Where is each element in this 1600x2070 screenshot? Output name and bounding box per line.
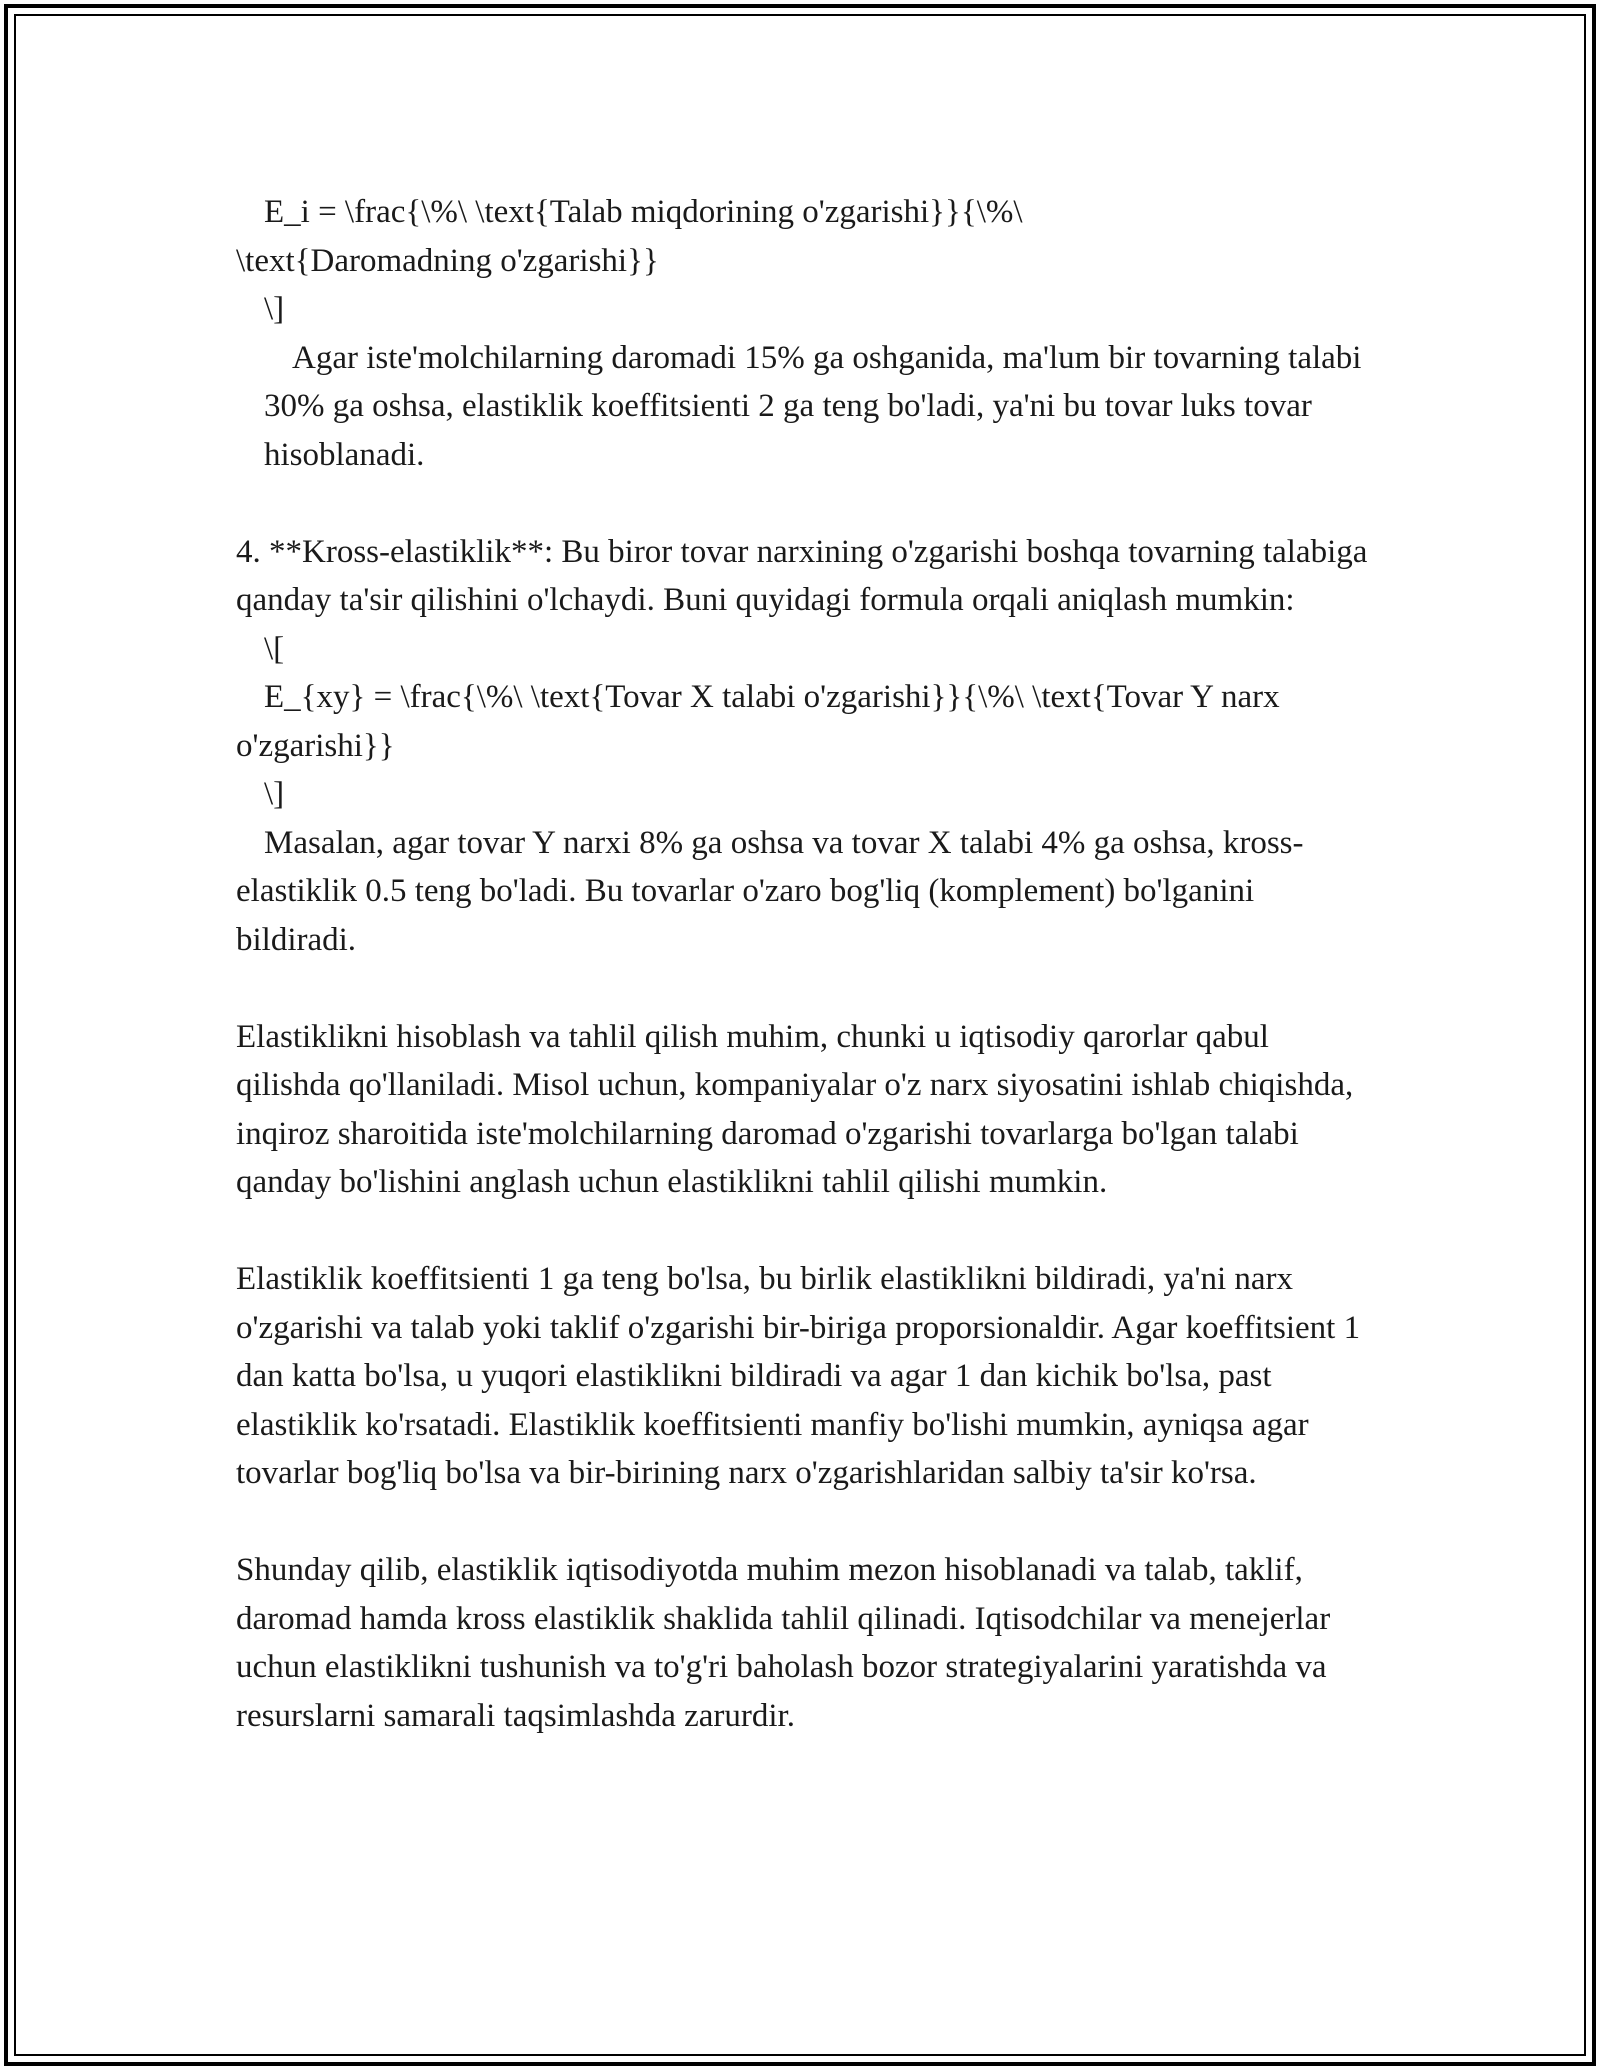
formula-cross-open: \[ bbox=[264, 630, 285, 667]
cross-elasticity-example: Masalan, agar tovar Y narxi 8% ga oshsa va tovar X talabi 4% ga oshsa, kross-elastiklik 0.5 teng bo'ladi. Bu tovarlar o'zaro bog'liq (komplement) bo'lganini bildiradi. bbox=[236, 824, 1304, 958]
formula-income-line-2: \text{Daromadning o'zgarishi}} bbox=[236, 242, 659, 279]
paragraph-gap bbox=[236, 479, 1376, 528]
paragraph-gap bbox=[236, 1207, 1376, 1256]
formula-cross-close: \] bbox=[264, 776, 285, 812]
paragraph-coefficient: Elastiklik koeffitsienti 1 ga teng bo'lsa, bu birlik elastiklikni bildiradi, ya'ni narx o'zgarishi va talab yoki taklif o'zgarishi bir-biriga proporsionaldir. Agar koeffitsient 1 dan katta bo'lsa, u yuqori elastiklikni bildiradi va agar 1 dan kichik bo'lsa, past elastiklik ko'rsatadi. Elastiklik koeffitsienti manfiy bo'lishi mumkin, ayniqsa agar tovarlar bog'liq bo'lsa va bir-birining narx o'zgarishlaridan salbiy ta'sir ko'rsa. bbox=[236, 1261, 1369, 1491]
paragraph-gap bbox=[236, 1498, 1376, 1547]
cross-elasticity-intro: 4. **Kross-elastiklik**: Bu biror tovar narxining o'zgarishi boshqa tovarning talabiga qanday ta'sir qilishini o'lchaydi. Buni quyidagi formula orqali aniqlash mumkin: bbox=[236, 533, 1376, 618]
paragraph-importance: Elastiklikni hisoblash va tahlil qilish muhim, chunki u iqtisodiy qarorlar qabul qilishda qo'llaniladi. Misol uchun, kompaniyalar o'z narx siyosatini ishlab chiqishda, inqiroz sharoitida iste'molchilarning daromad o'zgarishi tovarlarga bo'lgan talabi qanday bo'lishini anglash uchun elastiklikni tahlil qilishi mumkin. bbox=[236, 1018, 1362, 1200]
income-elasticity-example: Agar iste'molchilarning daromadi 15% ga oshganida, ma'lum bir tovarning talabi 30% ga oshsa, elastiklik koeffitsienti 2 ga teng bo'ladi, ya'ni bu tovar luks tovar hisoblanadi. bbox=[264, 339, 1370, 473]
formula-income-close: \] bbox=[264, 291, 285, 327]
formula-cross: E_{xy} = \frac{\%\ \text{Tovar X talabi o'zgarishi}}{\%\ \text{Tovar Y narx o'zgarishi}} bbox=[236, 679, 1288, 764]
paragraph-gap bbox=[236, 964, 1376, 1013]
formula-income-line-1: E_i = \frac{\%\ \text{Talab miqdorining o'zgarishi}}{\%\ bbox=[264, 194, 1023, 230]
paragraph-conclusion: Shunday qilib, elastiklik iqtisodiyotda muhim mezon hisoblanadi va talab, taklif, daromad hamda kross elastiklik shaklida tahlil qilinadi. Iqtisodchilar va menejerlar uchun elastiklikni tushunish va to'g'ri baholash bozor strategiyalarini yaratishda va resurslarni samarali taqsimlashda zarurdir. bbox=[236, 1552, 1339, 1734]
document-body bbox=[236, 188, 1376, 1740]
